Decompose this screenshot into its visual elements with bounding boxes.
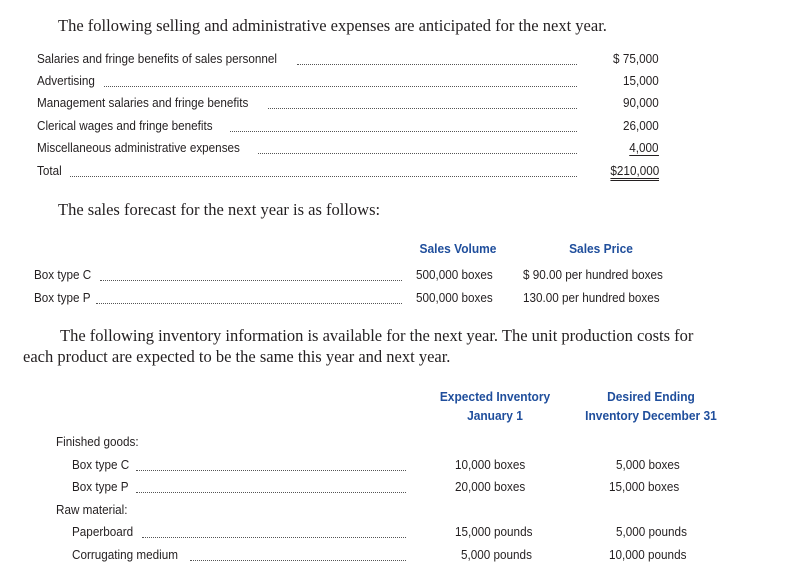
expense-amount: 4,000	[629, 140, 659, 155]
raw-material-label: Raw material:	[56, 502, 128, 517]
sales-volume: 500,000 boxes	[416, 290, 493, 305]
col-header-desired-line-1: Desired Ending	[607, 389, 695, 404]
expense-label: Advertising	[37, 73, 95, 88]
raw-material-row-label: Corrugating medium	[72, 547, 179, 562]
leader-dots	[230, 131, 577, 132]
desired-inventory: 5,000 pounds	[616, 524, 687, 539]
sales-row-label: Box type P	[34, 290, 91, 305]
leader-dots	[96, 303, 402, 304]
expense-total-amount: $210,000	[610, 163, 659, 181]
desired-inventory: 10,000 pounds	[609, 547, 687, 562]
col-header-desired-line-2: Inventory December 31	[585, 408, 717, 423]
col-header-sales-price: Sales Price	[569, 241, 633, 256]
expense-amount: 90,000	[623, 95, 659, 110]
finished-goods-label: Finished goods:	[56, 434, 139, 449]
sales-volume: 500,000 boxes	[416, 267, 493, 282]
col-header-expected-line-2: January 1	[467, 408, 523, 423]
expected-inventory: 20,000 boxes	[455, 479, 526, 494]
expense-amount: 15,000	[623, 73, 659, 88]
leader-dots	[136, 470, 406, 471]
finished-good-label: Box type C	[72, 457, 130, 472]
desired-inventory: 15,000 boxes	[609, 479, 680, 494]
col-header-sales-volume: Sales Volume	[419, 241, 497, 256]
expense-amount: 26,000	[623, 118, 659, 133]
expected-inventory: 5,000 pounds	[461, 547, 532, 562]
expense-label: Clerical wages and fringe benefits	[37, 118, 213, 133]
sales-price: 130.00 per hundred boxes	[523, 290, 660, 305]
sales-row-label: Box type C	[34, 267, 92, 282]
leader-dots	[297, 64, 577, 65]
finished-good-label: Box type P	[72, 479, 129, 494]
leader-dots	[258, 153, 577, 154]
col-header-expected-line-1: Expected Inventory	[439, 389, 551, 404]
leader-dots	[70, 176, 577, 177]
expected-inventory: 15,000 pounds	[455, 524, 533, 539]
inventory-intro-line-1: The following inventory information is available for the next year. The unit production costs for	[60, 326, 694, 345]
leader-dots	[190, 560, 406, 561]
sales-intro: The sales forecast for the next year is as follows:	[58, 200, 381, 219]
expected-inventory: 10,000 boxes	[455, 457, 526, 472]
leader-dots	[268, 108, 577, 109]
desired-inventory: 5,000 boxes	[616, 457, 680, 472]
inventory-intro-line-2: each product are expected to be the same this year and next year.	[23, 347, 451, 366]
leader-dots	[142, 537, 406, 538]
expense-total-label: Total	[37, 163, 62, 178]
expenses-intro: The following selling and administrative expenses are anticipated for the next year.	[58, 16, 607, 35]
expense-label: Management salaries and fringe benefits	[37, 95, 249, 110]
expense-label: Miscellaneous administrative expenses	[37, 140, 240, 155]
expense-label: Salaries and fringe benefits of sales personnel	[37, 51, 278, 66]
leader-dots	[104, 86, 577, 87]
leader-dots	[136, 492, 406, 493]
leader-dots	[100, 280, 402, 281]
raw-material-row-label: Paperboard	[72, 524, 134, 539]
sales-price: $ 90.00 per hundred boxes	[523, 267, 663, 282]
expense-amount: $ 75,000	[613, 51, 659, 66]
